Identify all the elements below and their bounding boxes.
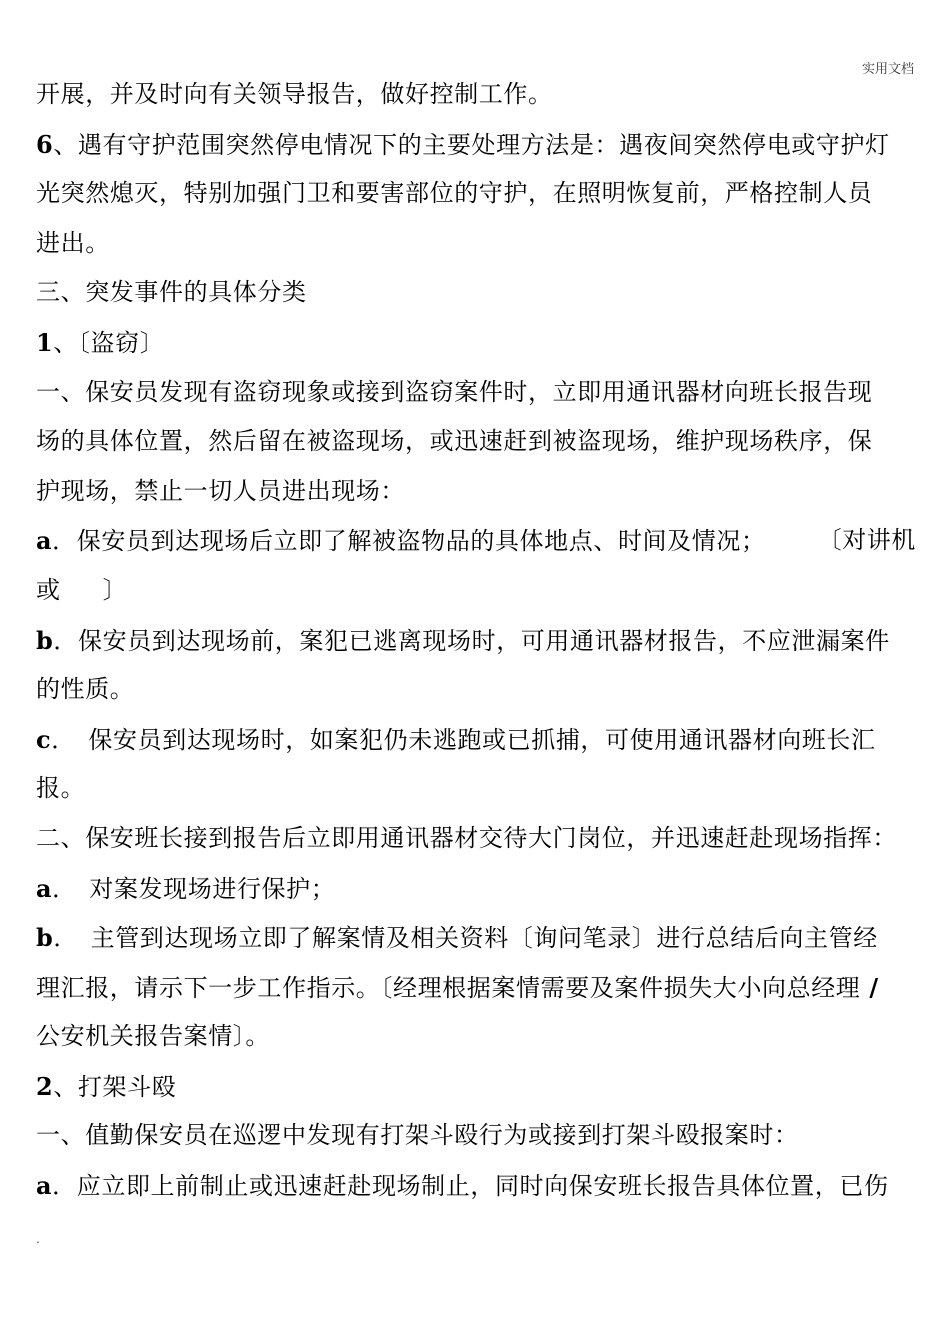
paragraph-line: 报。 <box>36 774 86 803</box>
paragraph-line: 公安机关报告案情〕。 <box>36 1022 270 1051</box>
line-text: ．保安员到达现场前，案犯已逃离现场时，可用通讯器材报告，不应泄漏案件 <box>53 626 890 655</box>
paragraph-line <box>36 566 916 616</box>
document-body <box>36 70 916 1211</box>
paragraph-line: 二、保安班长接到报告后立即用通讯器材交待大门岗位，并迅速赶赴现场指挥： <box>36 823 897 852</box>
header-tag: 实用文档 <box>861 62 914 77</box>
subsection-heading <box>36 318 916 368</box>
line-text: ．保安员到达现场后立即了解被盗物品的具体地点、时间及情况； <box>52 527 766 556</box>
line-tail: 〔对讲机 <box>817 526 916 555</box>
line-text: 〕 <box>102 575 128 604</box>
item-marker: b <box>36 625 54 655</box>
line-lead <box>36 516 766 566</box>
line-text: 或 <box>36 575 61 604</box>
section-heading: 三、突发事件的具体分类 <box>36 278 307 307</box>
paragraph-line: 的性质。 <box>36 675 135 704</box>
paragraph-line: 护现场，禁止一切人员进出现场： <box>36 476 405 505</box>
footer-dot: . <box>36 1232 40 1246</box>
line-text: 、〔盗窃〕 <box>53 328 165 357</box>
paragraph-line: 开展，并及时向有关领导报告，做好控制工作。 <box>36 80 553 108</box>
line-text: 、打架斗殴 <box>53 1072 177 1101</box>
paragraph-line: 场的具体位置，然后留在被盗现场，或迅速赶到被盗现场，维护现场秩序，保 <box>36 427 873 456</box>
item-marker: b <box>36 923 54 953</box>
item-number: 6 <box>36 129 54 159</box>
item-marker: a <box>36 526 53 556</box>
paragraph-line: 一、值勤保安员在巡逻中发现有打架斗殴行为或接到打架斗殴报案时： <box>36 1121 799 1150</box>
item-number: 2 <box>36 1071 54 1101</box>
paragraph-line <box>36 913 916 963</box>
item-marker: a <box>36 1171 53 1201</box>
line-text: ． 主管到达现场立即了解案情及相关资料〔询问笔录〕进行总结后向主管经 <box>53 924 878 953</box>
paragraph-line <box>36 516 916 566</box>
paragraph-line: 进出。 <box>36 228 110 257</box>
item-marker: a <box>36 873 53 903</box>
paragraph-line <box>36 864 916 914</box>
subsection-heading <box>36 1062 916 1112</box>
paragraph-line <box>36 616 916 666</box>
item-number: 1 <box>36 327 54 357</box>
paragraph-line: 一、保安员发现有盗窃现象或接到盗窃案件时，立即用通讯器材向班长报告现 <box>36 377 873 406</box>
paragraph-line <box>36 963 916 1013</box>
slash-mark: / <box>860 972 879 1002</box>
paragraph-line: 光突然熄灭，特别加强门卫和要害部位的守护，在照明恢复前，严格控制人员 <box>36 179 873 208</box>
paragraph-line <box>36 120 916 170</box>
line-text: ． 对案发现场进行保护； <box>52 874 336 903</box>
line-text: ．应立即上前制止或迅速赶赴现场制止，同时向保安班长报告具体位置，已伤 <box>52 1172 889 1201</box>
line-text: 理汇报，请示下一步工作指示。〔经理根据案情需要及案件损失大小向总经理 <box>36 973 861 1002</box>
line-text: ． 保安员到达现场时，如案犯仍未逃跑或已抓捕，可使用通讯器材向班长汇 <box>51 725 876 754</box>
paragraph-line <box>36 1161 916 1211</box>
item-marker: c <box>36 724 52 754</box>
line-text: 、遇有守护范围突然停电情况下的主要处理方法是：遇夜间突然停电或守护灯 <box>53 130 890 159</box>
paragraph-line <box>36 715 916 765</box>
